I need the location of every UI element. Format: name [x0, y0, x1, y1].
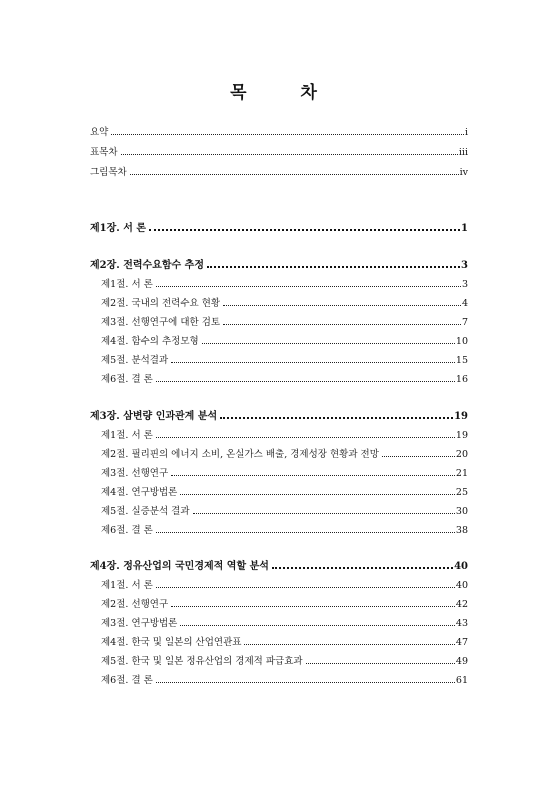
toc-section-label: 제1절. 서 론: [101, 279, 153, 290]
dot-leader: [111, 134, 464, 135]
dot-leader: [130, 174, 459, 175]
toc-chapter-2[interactable]: [90, 259, 468, 273]
dot-leader: [202, 343, 455, 344]
toc-chapter-label: 제4장. 정유산업의 국민경제적 역할 분석: [90, 561, 269, 572]
dot-leader: [207, 266, 460, 268]
toc-chapter-4[interactable]: [90, 560, 468, 574]
dot-leader: [180, 494, 455, 495]
toc-page-number: 49: [455, 656, 468, 667]
toc-section-label: 제4절. 연구방법론: [101, 487, 178, 498]
toc-section-label: 제5절. 분석결과: [101, 355, 169, 366]
toc-section[interactable]: [101, 316, 468, 330]
toc-section-label: 제3절. 선행연구에 대한 검토: [101, 317, 221, 328]
dot-leader: [193, 513, 455, 514]
toc-section-label: 제2절. 국내의 전력수요 현황: [101, 298, 221, 309]
toc-page-number: 38: [455, 525, 468, 536]
toc-page-number: 10: [455, 336, 468, 347]
toc-section[interactable]: [101, 373, 468, 387]
toc-section[interactable]: [101, 524, 468, 538]
toc-section[interactable]: [101, 467, 468, 481]
dot-leader: [244, 644, 454, 645]
toc-section-label: 제5절. 한국 및 일본 정유산업의 경제적 파급효과: [101, 656, 303, 667]
dot-leader: [272, 567, 453, 569]
page-title: 목 차: [230, 83, 341, 103]
dot-leader: [306, 663, 455, 664]
toc-section-label: 제6절. 결 론: [101, 374, 153, 385]
toc-page-number: 43: [455, 618, 468, 629]
toc-page-number: 3: [461, 279, 468, 290]
toc-page-number: 19: [454, 411, 468, 422]
toc-entry-label: 표목차: [90, 147, 118, 158]
toc-section[interactable]: [101, 655, 468, 669]
toc-section-label: 제2절. 선행연구: [101, 599, 169, 610]
toc-page-number: 40: [454, 561, 468, 572]
toc-section-label: 제4절. 한국 및 일본의 산업연관표: [101, 637, 242, 648]
toc-section-label: 제3절. 연구방법론: [101, 618, 178, 629]
toc-section-label: 제4절. 함수의 추정모형: [101, 336, 199, 347]
toc-page-number: 42: [455, 599, 468, 610]
toc-section-label: 제2절. 필리핀의 에너지 소비, 온실가스 배출, 경제성장 현황과 전망: [101, 449, 379, 460]
toc-page-number: 61: [455, 675, 468, 686]
toc-section[interactable]: [101, 674, 468, 688]
toc-section[interactable]: [101, 486, 468, 500]
toc-page-number: i: [464, 127, 468, 138]
toc-entry-label: 요약: [90, 127, 109, 138]
toc-entry-label: 그림목차: [90, 167, 127, 178]
toc-page-number: 3: [461, 260, 468, 271]
toc-section[interactable]: [101, 617, 468, 631]
dot-leader: [156, 437, 455, 438]
toc-page-number: iii: [458, 147, 468, 158]
dot-leader: [171, 606, 455, 607]
toc-entry-figure-list[interactable]: [90, 166, 468, 180]
toc-page-number: 16: [455, 374, 468, 385]
dot-leader: [180, 625, 455, 626]
toc-section-label: 제3절. 선행연구: [101, 468, 169, 479]
dot-leader: [382, 456, 455, 457]
toc-chapter-3[interactable]: [90, 410, 468, 424]
toc-page-number: 47: [455, 637, 468, 648]
toc-page-number: 1: [461, 223, 468, 234]
toc-section[interactable]: [101, 598, 468, 612]
toc-page-number: 19: [455, 430, 468, 441]
dot-leader: [149, 229, 460, 231]
dot-leader: [220, 417, 453, 419]
toc-entry-summary[interactable]: [90, 126, 468, 140]
toc-entry-table-list[interactable]: [90, 146, 468, 160]
toc-section[interactable]: [101, 278, 468, 292]
dot-leader: [121, 154, 458, 155]
toc-section-label: 제1절. 서 론: [101, 430, 153, 441]
toc-page-number: 20: [455, 449, 468, 460]
toc-section-label: 제6절. 결 론: [101, 675, 153, 686]
dot-leader: [156, 286, 461, 287]
dot-leader: [223, 324, 461, 325]
toc-page-number: 30: [455, 506, 468, 517]
toc-section[interactable]: [101, 448, 468, 462]
dot-leader: [171, 475, 455, 476]
toc-section[interactable]: [101, 636, 468, 650]
toc-page-number: 4: [461, 298, 468, 309]
dot-leader: [156, 532, 455, 533]
toc-page-number: 25: [455, 487, 468, 498]
dot-leader: [156, 587, 455, 588]
toc-section[interactable]: [101, 429, 468, 443]
toc-chapter-label: 제3장. 삼변량 인과관계 분석: [90, 411, 218, 422]
toc-page-number: 21: [455, 468, 468, 479]
toc-section[interactable]: [101, 354, 468, 368]
dot-leader: [223, 305, 461, 306]
dot-leader: [156, 381, 455, 382]
toc-page-number: 7: [461, 317, 468, 328]
toc-section[interactable]: [101, 297, 468, 311]
toc-section-label: 제6절. 결 론: [101, 525, 153, 536]
toc-page-number: iv: [459, 167, 468, 178]
toc-section[interactable]: [101, 505, 468, 519]
dot-leader: [156, 682, 455, 683]
toc-chapter-label: 제2장. 전력수요함수 추정: [90, 260, 205, 271]
toc-section[interactable]: [101, 335, 468, 349]
toc-section-label: 제1절. 서 론: [101, 580, 153, 591]
toc-section[interactable]: [101, 579, 468, 593]
toc-page-number: 40: [455, 580, 468, 591]
toc-chapter-1[interactable]: [90, 222, 468, 236]
dot-leader: [171, 362, 455, 363]
toc-section-label: 제5절. 실증분석 결과: [101, 506, 190, 517]
toc-chapter-label: 제1장. 서 론: [90, 223, 147, 234]
toc-page-number: 15: [455, 355, 468, 366]
